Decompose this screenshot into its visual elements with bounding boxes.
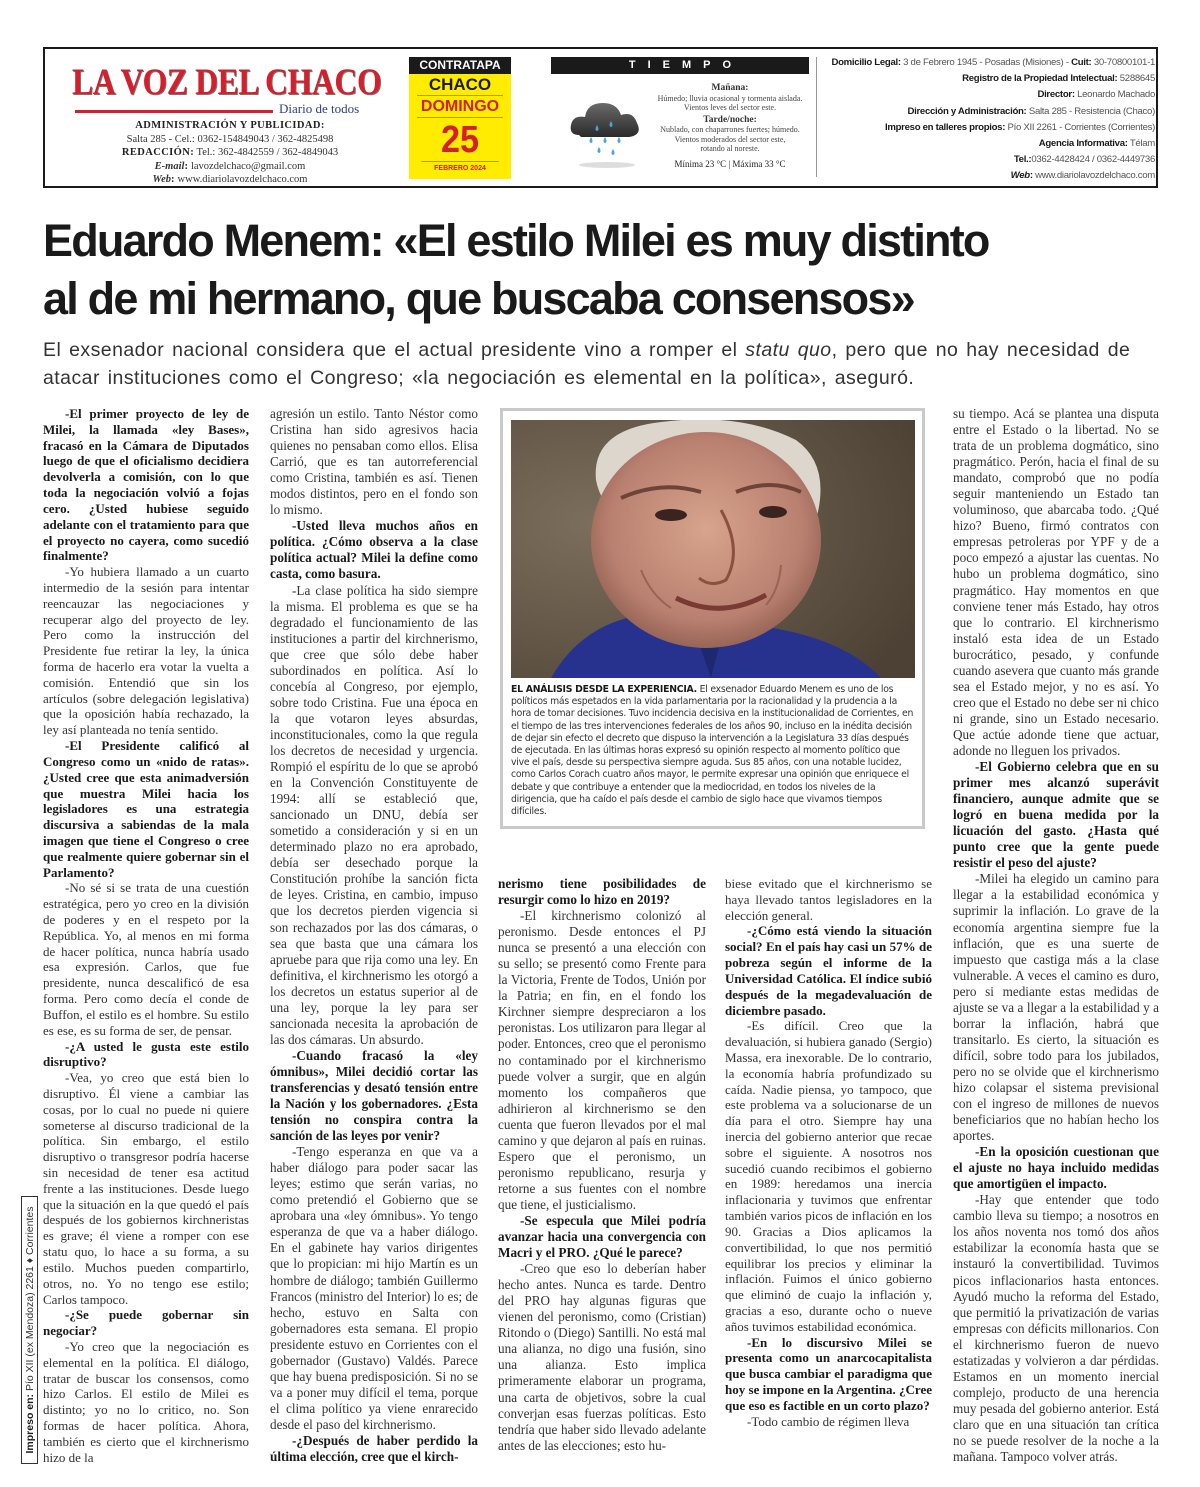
tel-label: Tel.:: [1013, 154, 1032, 166]
headline-line-2: al de mi hermano, que buscaba consensos»: [43, 273, 914, 324]
header-divider: [816, 57, 817, 177]
article-column-3: [498, 876, 706, 1454]
morning-text-2: Vientos leves del sector este.: [683, 103, 777, 112]
interview-question: -El Gobierno celebra que en su primer mes alcanzó superávit financiero, aunque admite que se logró en buena medida por la licuación del gasto. ¿Hasta qué punto cree que la gente puede resistir el peso del ajuste?: [953, 759, 1159, 871]
morning-label: Mañana:: [711, 83, 749, 93]
cuit-value: 30-70800101-1: [1093, 57, 1155, 68]
evening-text-3: rotando al noreste.: [700, 144, 760, 153]
registro-label: Registro de la Propiedad Intelectual:: [962, 73, 1118, 85]
web-label: Web: [152, 174, 171, 185]
interview-question: -En la oposición cuestionan que el ajuste no haya incluido medidas que amortigüen el impacto.: [953, 1144, 1159, 1192]
redaccion-phones: Tel.: 362-4842559 / 362-4849043: [196, 147, 339, 158]
masthead: [43, 47, 1158, 188]
article-column-5: [953, 406, 1159, 1465]
director-value: Leonardo Machado: [1077, 89, 1155, 101]
caption-title: EL ANÁLISIS DESDE LA EXPERIENCIA.: [511, 684, 697, 695]
interview-answer: -Es difícil. Creo que la devaluación, si hubiera ganado (Sergio) Massa, era inexorable. De lo contrario, la economía habría profundizado su caída. Nadie piensa, yo tampoco, que este problema va a solucionarse de un día para el otro. Siempre hay una inercia del gobierno anterior que recae sobre el siguiente. A nosotros nos sucedió cuando recibimos el gobierno en 1989: heredamos una inercia inflacionaria y tuvimos que enfrentar también varios picos de inflación en los 90. Gracias a Dios aplicamos la convertibilidad, lo que nos permitió equilibrar los precios y eliminar la inflación. Fuimos el único gobierno que eliminó de cuajo la inflación y, gracias a eso, durante ocho o nueve años tuvimos estabilidad económica.: [725, 1018, 932, 1334]
imprint-label: Impreso en:: [23, 1393, 36, 1454]
headline-line-1: Eduardo Menem: «El estilo Milei es muy distinto: [43, 215, 989, 266]
interview-question: -¿A usted le gusta este estilo disruptivo?: [43, 1038, 249, 1070]
interview-question: -Cuando fracasó la «ley ómnibus», Milei decidió cortar las transferencias y desató tensión entre la Nación y los gobernadores. ¿Esta tensión no conspira contra la sanción de las leyes por venir?: [270, 1047, 478, 1144]
agencia-value: Télam: [1129, 138, 1155, 150]
interview-answer: agresión un estilo. Tanto Néstor como Cristina han sido agresivos hacia quienes no pensaban como ellos. Elisa Carrió, que es tan autorreferencial como Cristina, también es así. Tienen modos distintos, pero en el fondo son lo mismo.: [270, 406, 478, 518]
interview-answer: -Tengo esperanza en que va a haber diálogo para poder sacar las leyes; estimo que serán varias, no como pretendió el Gobierno que se aprobara una «ley ómnibus». Yo tengo esperanza de que va a haber diálogo. En el gabinete hay varios dirigentes que lo propician: mi hijo Martín es un hombre de diálogo; también Guillermo Francos (ministro del Interior) lo es; de hecho, estuvo en Salta con gobernadores esta semana. El propio presidente estuvo en Corrientes con el gobernador (Gustavo) Valdés. Parece que hay buena predisposición. Si no se va a poner muy difícil el tema, porque el clima político ya viene enrarecido desde el paso del kirchnerismo.: [270, 1144, 478, 1432]
registro-value: 5288645: [1119, 73, 1155, 85]
interview-answer: -La clase política ha sido siempre la misma. El problema es que se ha degradado el funcionamiento de las instituciones a partir del kirchnerismo, que cree que sólo debe haber subordinados en política. Así lo concebía al Congreso, por ejemplo, sobre todo Cristina. Fue una época en la que votaron leyes absurdas, inconstitucionales, como la que regula los decretos de necesidad y urgencia. Rompió el espíritu de lo que se aprobó en la Convención Constituyente de 1994: allí se estableció que, sancionado un DNU, debía ser sometido a consideración y si en un determinado plazo no era aprobado, debía ser desechado porque la Constitución prohíbe la sanción ficta de leyes. Cristina, en cambio, impuso que los decretos pierden vigencia si son rechazados por las dos cámaras, o sea que basta que una cámara los apruebe para que rija como una ley. En definitiva, el kirchnerismo les otorgó a los decretos un estatus superior al de una ley, porque la ley para ser sancionada necesita la aprobación de las dos cámaras. Un absurdo.: [270, 582, 478, 1047]
edition-badge: [409, 57, 511, 179]
interview-answer: -No sé si se trata de una cuestión estratégica, pero yo creo en la división de poderes y en el respeto por la República. Yo, al menos en mi forma de hacer política, nunca habría usado esa expresión. Carlos, que fue presidente, nunca descalificó de esa forma. Pero como decía el conde de Buffon, el estilo es el hombre. Su estilo es ese, es su forma de ser, de pensar.: [43, 880, 249, 1038]
photo-caption: [511, 684, 917, 818]
imprint-text: Pío XII (ex Mendoza) 2261 ♦ Corrientes: [23, 1206, 36, 1392]
weekday-label: DOMINGO: [417, 96, 503, 118]
direccion-label: Dirección y Administración:: [907, 105, 1027, 117]
morning-text-1: Húmedo; lluvia ocasional y tormenta aislada.: [657, 93, 803, 103]
article-deck: [43, 336, 1178, 392]
interview-question: -En lo discursivo Milei se presenta como un anarcocapitalista que busca cambiar el paradigma que hoy se impone en la Argentina. ¿Cree que eso es factible en un corto plazo?: [725, 1334, 932, 1413]
agencia-label: Agencia Informativa:: [1038, 138, 1128, 150]
director-label: Director:: [1037, 89, 1075, 101]
impreso-value: Pío XII 2261 - Corrientes (Corrientes): [1007, 121, 1155, 133]
admin-address: Salta 285 - Cel.: 0362-154849043 / 362-4825498: [126, 133, 334, 145]
temperature-range: Mínima 23 °C | Máxima 33 °C: [674, 158, 786, 169]
deck-italic: statu quo: [745, 339, 832, 361]
interview-question: -El primer proyecto de ley de Milei, la llamada «ley Bases», fracasó en la Cámara de Diputados luego de que el oficialismo decidiera devolverla a comisión, con lo que toda la negociación volvió a fojas cero. ¿Usted hubiese seguido adelante con el tratamiento para que el proyecto no cayera, como sucedió finalmente?: [43, 406, 249, 564]
interview-answer: -El kirchnerismo colonizó al peronismo. Desde entonces el PJ nunca se presentó a una elección con su sello; se presentó como Frente para la Victoria, Frente de Todos, Unión por la Patria; en fin, en el fondo los Kirchner siempre despreciaron a los peronistas. Los utilizaron para llegar al poder. Entonces, creo que el peronismo no contaminado por el kirchnerismo puede volver a surgir, que en algún momento los compañeros que adhirieron al kirchnerismo se den cuenta que fueron llevados por el mal camino y que dejaron al país en ruinas. Espero que el peronismo, un peronismo republicano, resurja y retorne a sus fuentes con el nombre que tiene, el justicialismo.: [498, 908, 706, 1212]
interview-answer: biese evitado que el kirchnerismo se haya llevado tantos legisladores en la elección general.: [725, 876, 932, 923]
interview-question: -¿Cómo está viendo la situación social? En el país hay casi un 57% de pobreza según el informe de la Universidad Católica. El índice subió después de la megadevaluación de diciembre pasado.: [725, 923, 932, 1018]
interview-question: nerismo tiene posibilidades de resurgir como lo hizo en 2019?: [498, 876, 706, 908]
brand-block: [45, 49, 405, 186]
interview-question: -El Presidente calificó al Congreso como un «nido de ratas». ¿Usted cree que esta animadversión que muestra Milei hacia los legisladores es una estrategia discursiva a sabiendas de la mala imagen que tiene el Congreso o cree que realmente quiere gobernar sin el Parlamento?: [43, 738, 249, 880]
caption-text: El exsenador Eduardo Menem es uno de los políticos más espetados en la vida parlamentaria por la racionalidad y la prudencia a la hora de tomar decisiones. Tuvo incidencia decisiva en la institucionalidad de Corrientes, en el tiempo de las tres intervenciones federales de los años 90, incluso en la inédita decisión de dejar sin efecto el decreto que dispuso la intervención a la Legislatura 33 días después de ejecutada. En las últimas horas expresó su opinión respecto al momento político que vive el país, desde su perspectiva siempre aguda. Sus 85 años, con una notable lucidez, como Carlos Corach cuatro años mayor, le permite expresar una opinión que enriquece el debate y que contribuye a entender que la mediocridad, en todos los niveles de la dirigencia, que ha caído el país desde el cambio de siglo hace que vivamos tiempos difíciles.: [511, 684, 914, 818]
interview-question: -¿Se puede gobernar sin negociar?: [43, 1307, 249, 1339]
legal-web-label: Web: [1010, 170, 1030, 182]
article-headline: [43, 212, 1183, 328]
portrait-photo: [511, 420, 915, 678]
legal-info: Domicilio Legal: 3 de Febrero 1945 - Posadas (Misiones) - Cuit: 30-70800101-1 Registro de la Propiedad Intelectual: 5288645 Director: Leonardo Machado Dirección y Administración: Salta 285 - Resistencia (Chaco) Impreso en talleres propios: Pío XII 2261 - Corrientes (Corrientes) Agencia Informativa: Télam Tel.:0362-4428424 / 0362-4449736 Web: www.diariolavozdelchaco.com: [831, 57, 1155, 182]
email-link[interactable]: lavozdelchaco@gmail.com: [190, 160, 306, 172]
email-label: E-mail: [154, 160, 185, 172]
interview-answer: -Milei ha elegido un camino para llegar a la estabilidad económica y suprimir la inflación. Lo grave de la economía argentina siempre fue la inflación, que es una suerte de impuesto que castiga más a la clase vulnerable. A veces el camino es duro, pero si mediante estas medidas de ajuste se va a llegar a la estabilidad y a borrar la inflación, habrá que transitarlo. Es cierto, la situación es difícil, sobre todo para los jubilados, pero no se olvide que el kirchnerismo hizo colapsar el sistema previsional con el ingreso de millones de nuevos beneficiarios que no habían hecho los aportes.: [953, 871, 1159, 1144]
interview-answer: -Creo que eso lo deberían haber hecho antes. Nunca es tarde. Dentro del PRO hay algunas figuras que vienen del peronismo, como (Cristian) Ritondo o (Diego) Santilli. No está mal una alianza, no digo una fusión, sino una alianza. Esto implica primeramente elaborar un programa, una carta de objetivos, sobre la cual converjan esas fuerzas políticas. Esto tendría que haber sido llevado adelante antes de las elecciones; esto hu-: [498, 1261, 706, 1453]
article-column-2: [270, 406, 478, 1465]
cuit-label: Cuit:: [1071, 57, 1092, 68]
weather-forecast: [651, 81, 809, 169]
article-column-4: [725, 876, 932, 1429]
interview-answer: -Yo hubiera llamado a un cuarto intermedio de la sesión para intentar reencauzar las negociaciones y recuperar algo del proyecto de ley. Pero como la instrucción del Presidente fue retirar la ley, la única forma de hacerlo era votar la vuelta a comisión. Entendió que sin los artículos (sobre delegación legislativa) que la oposición había rechazado, la ley así planteada no tenía sentido.: [43, 564, 249, 738]
interview-question: -Usted lleva muchos años en política. ¿Cómo observa a la clase política actual? Milei la define como casta, como basura.: [270, 518, 478, 582]
evening-text-1: Nublado, con chaparrones fuertes; húmedo.: [660, 125, 800, 134]
newspaper-name: LA VOZ DEL CHACO: [72, 62, 382, 103]
evening-label: Tarde/noche:: [703, 114, 757, 125]
logo-underline: [75, 110, 273, 113]
contact-info: ADMINISTRACIÓN Y PUBLICIDAD: Salta 285 - Cel.: 0362-154849043 / 362-4825498 REDACCIÓN: Tel.: 362-4842559 / 362-4849043 E-mail: lavozdelchaco@gmail.com Web: www.diariolavozdelchaco.com: [85, 119, 375, 187]
redaccion-label: REDACCIÓN:: [121, 147, 195, 158]
evening-text-2: Vientos moderados del sector este,: [674, 134, 786, 144]
interview-answer: -Vea, yo creo que está bien lo disruptivo. Él viene a cambiar las cosas, por lo cual no puede ni quiere someterse al discurso tradicional de la política. Sin embargo, el estilo disruptivo o transgresor podría hacerse sin necesidad de tener esa actitud frente a las instituciones. Desde luego que la situación en la que quedó el país después de los gobiernos kirchneristas es grave; él viene a romper con ese statu quo, lo hace a su forma, a su estilo. Muchos pueden compartirlo, otros, no. Yo no tengo ese estilo; Carlos tampoco.: [43, 1070, 249, 1307]
section-label: CONTRATAPA: [409, 57, 511, 74]
rain-cloud-icon: [567, 89, 647, 169]
interview-answer: su tiempo. Acá se plantea una disputa entre el Estado o la libertad. No se trata de un problema dogmático, sino pragmático. Perón, hacia el final de su mandato, comprobó que no podía seguir manteniendo un Estado tan voluminoso, que abarcaba todo. ¿Qué hizo? Bueno, firmó contratos con empresas petroleras por YPF y de a poco empezó a ajustar las cuentas. No hubo un problema dogmático, sino pragmático. Hay momentos en que conviene tener más Estado, hay otros que lo contrario. El kirchnerismo instaló esta idea de un Estado burocrático, pesado, y confunde cuando asevera que cuanto más grande sea el Estado mejor, y no es así. Yo creo que el Estado no debe ser ni chico ni grande, sino un Estado necesario. Que actúe adonde tiene que actuar, adonde no lleguen los privados.: [953, 406, 1159, 758]
web-link[interactable]: www.diariolavozdelchaco.com: [177, 174, 308, 185]
direccion-value: Salta 285 - Resistencia (Chaco): [1028, 105, 1155, 117]
weather-title: TIEMPO: [551, 57, 809, 74]
tel-value: 0362-4428424 / 0362-4449736: [1031, 154, 1155, 166]
day-number: 25: [421, 118, 498, 162]
interview-question: -¿Después de haber perdido la última elección, cree que el kirch-: [270, 1433, 478, 1465]
photo-frame: [500, 408, 925, 829]
newspaper-tagline: Diario de todos: [279, 101, 360, 116]
interview-answer: -Todo cambio de régimen lleva: [747, 1413, 910, 1429]
newspaper-logo: [72, 62, 382, 116]
print-imprint: [21, 1196, 38, 1464]
portrait-illustration: [511, 420, 915, 678]
impreso-label: Impreso en talleres propios:: [885, 121, 1006, 133]
interview-answer: -Yo creo que la negociación es elemental en la política. El diálogo, tratar de buscar los consensos, como hizo Carlos. El estilo de Milei es distinto; yo no lo critico, no. Son formas de hacer política. Ahora, también es cierto que el kirchnerismo hizo de la: [43, 1338, 249, 1465]
deck-text-2: , pero que no hay necesidad de atacar instituciones como el Congreso; «la negociación es elemental en la política», aseguró.: [43, 339, 1131, 389]
month-year: FEBRERO 2024: [434, 165, 486, 172]
legal-web-link[interactable]: www.diariolavozdelchaco.com: [1035, 170, 1155, 182]
admin-label: ADMINISTRACIÓN Y PUBLICIDAD:: [135, 120, 325, 131]
interview-question: -Se especula que Milei podría avanzar hacia una convergencia con Macri y el PRO. ¿Qué le parece?: [498, 1212, 706, 1261]
deck-text-1: El exsenador nacional considera que el actual presidente vino a romper el: [43, 339, 738, 361]
weather-box: [551, 57, 809, 181]
article-column-1: [43, 406, 249, 1465]
interview-answer: -Hay que entender que todo cambio lleva su tiempo; a nosotros en los años noventa nos tomó dos años estabilizar la economía hasta que se instauró la convertibilidad. Tuvimos picos inflacionarios hasta entonces. Ayudó mucho la reforma del Estado, que permitió la privatización de varias empresas con déficits millonarios. Con el kirchnerismo fueron de nuevo estatizadas y volvieron a dar pérdidas. Estamos en un momento inercial complejo, producto de una herencia muy pesada del gobierno anterior. Está claro que en una situación tan crítica no se puede resolver de la noche a la mañana. Tampoco volver atrás.: [953, 1192, 1159, 1465]
region-label: CHACO: [417, 74, 503, 96]
domicilio-value: 3 de Febrero 1945 - Posadas (Misiones) -: [903, 57, 1069, 68]
domicilio-label: Domicilio Legal:: [831, 57, 901, 68]
